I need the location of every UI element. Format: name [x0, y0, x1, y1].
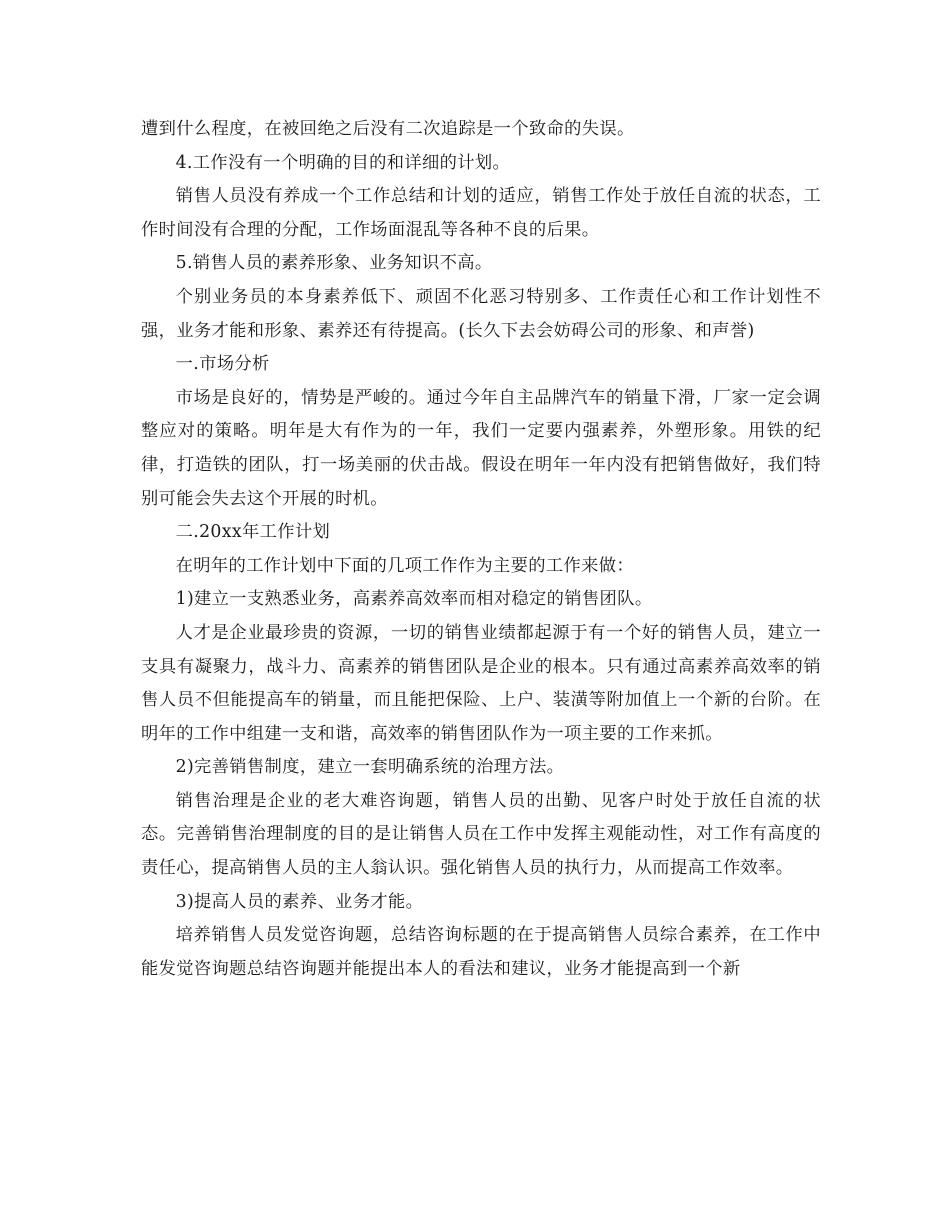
- plan-item-3-heading: 3)提高人员的素养、业务才能。: [175, 891, 424, 912]
- section-heading-work-plan: 二.20xx年工作计划: [175, 522, 331, 543]
- paragraph-3: 销售人员没有养成一个工作总结和计划的适应，销售工作处于放任自流的状态，工作时间没有合理的分配，工作场面混乱等各种不良的后果。: [141, 186, 821, 240]
- paragraph-5: 个别业务员的本身素养低下、顽固不化恶习特别多、工作责任心和工作计划性不强，业务才能和形象、素养还有待提高。(长久下去会妨碍公司的形象、和声誉): [141, 286, 821, 341]
- section-heading-market-analysis: 一.市场分析: [175, 354, 270, 375]
- paragraph-9: 在明年的工作计划中下面的几项工作作为主要的工作来做：: [175, 555, 635, 576]
- plan-item-1-heading: 1)建立一支熟悉业务，高素养高效率而相对稳定的销售团队。: [175, 589, 653, 610]
- list-item-5-heading: 5.销售人员的素养形象、业务知识不高。: [175, 253, 493, 274]
- paragraph-13: 销售治理是企业的老大难咨询题，销售人员的出勤、见客户时处于放任自流的状态。完善销售治理制度的目的是让销售人员在工作中发挥主观能动性，对工作有高度的责任心，提高销售人员的主人翁认识。强化销售人员的执行力，从而提高工作效率。: [141, 790, 821, 879]
- paragraph-1: 遭到什么程度，在被回绝之后没有二次追踪是一个致命的失误。: [141, 119, 635, 139]
- paragraph-7: 市场是良好的，情势是严峻的。通过今年自主品牌汽车的销量下滑，厂家一定会调整应对的策略。明年是大有作为的一年，我们一定要内强素养，外塑形象。用铁的纪律，打造铁的团队，打一场美丽的伏击战。假设在明年一年内没有把销售做好，我们特别可能会失去这个开展的时机。: [141, 387, 821, 509]
- plan-item-2-heading: 2)完善销售制度，建立一套明确系统的治理方法。: [175, 757, 565, 778]
- document-body: [141, 113, 821, 986]
- paragraph-11: 人才是企业最珍贵的资源，一切的销售业绩都起源于有一个好的销售人员，建立一支具有凝聚力，战斗力、高素养的销售团队是企业的根本。只有通过高素养高效率的销售人员不但能提高车的销量，而且能把保险、上户、装潢等附加值上一个新的台阶。在明年的工作中组建一支和谐，高效率的销售团队作为一项主要的工作来抓。: [141, 622, 821, 744]
- paragraph-15: 培养销售人员发觉咨询题，总结咨询标题的在于提高销售人员综合素养，在工作中能发觉咨询题总结咨询题并能提出本人的看法和建议，业务才能提高到一个新: [141, 925, 821, 979]
- list-item-4-heading: 4.工作没有一个明确的目的和详细的计划。: [175, 152, 511, 173]
